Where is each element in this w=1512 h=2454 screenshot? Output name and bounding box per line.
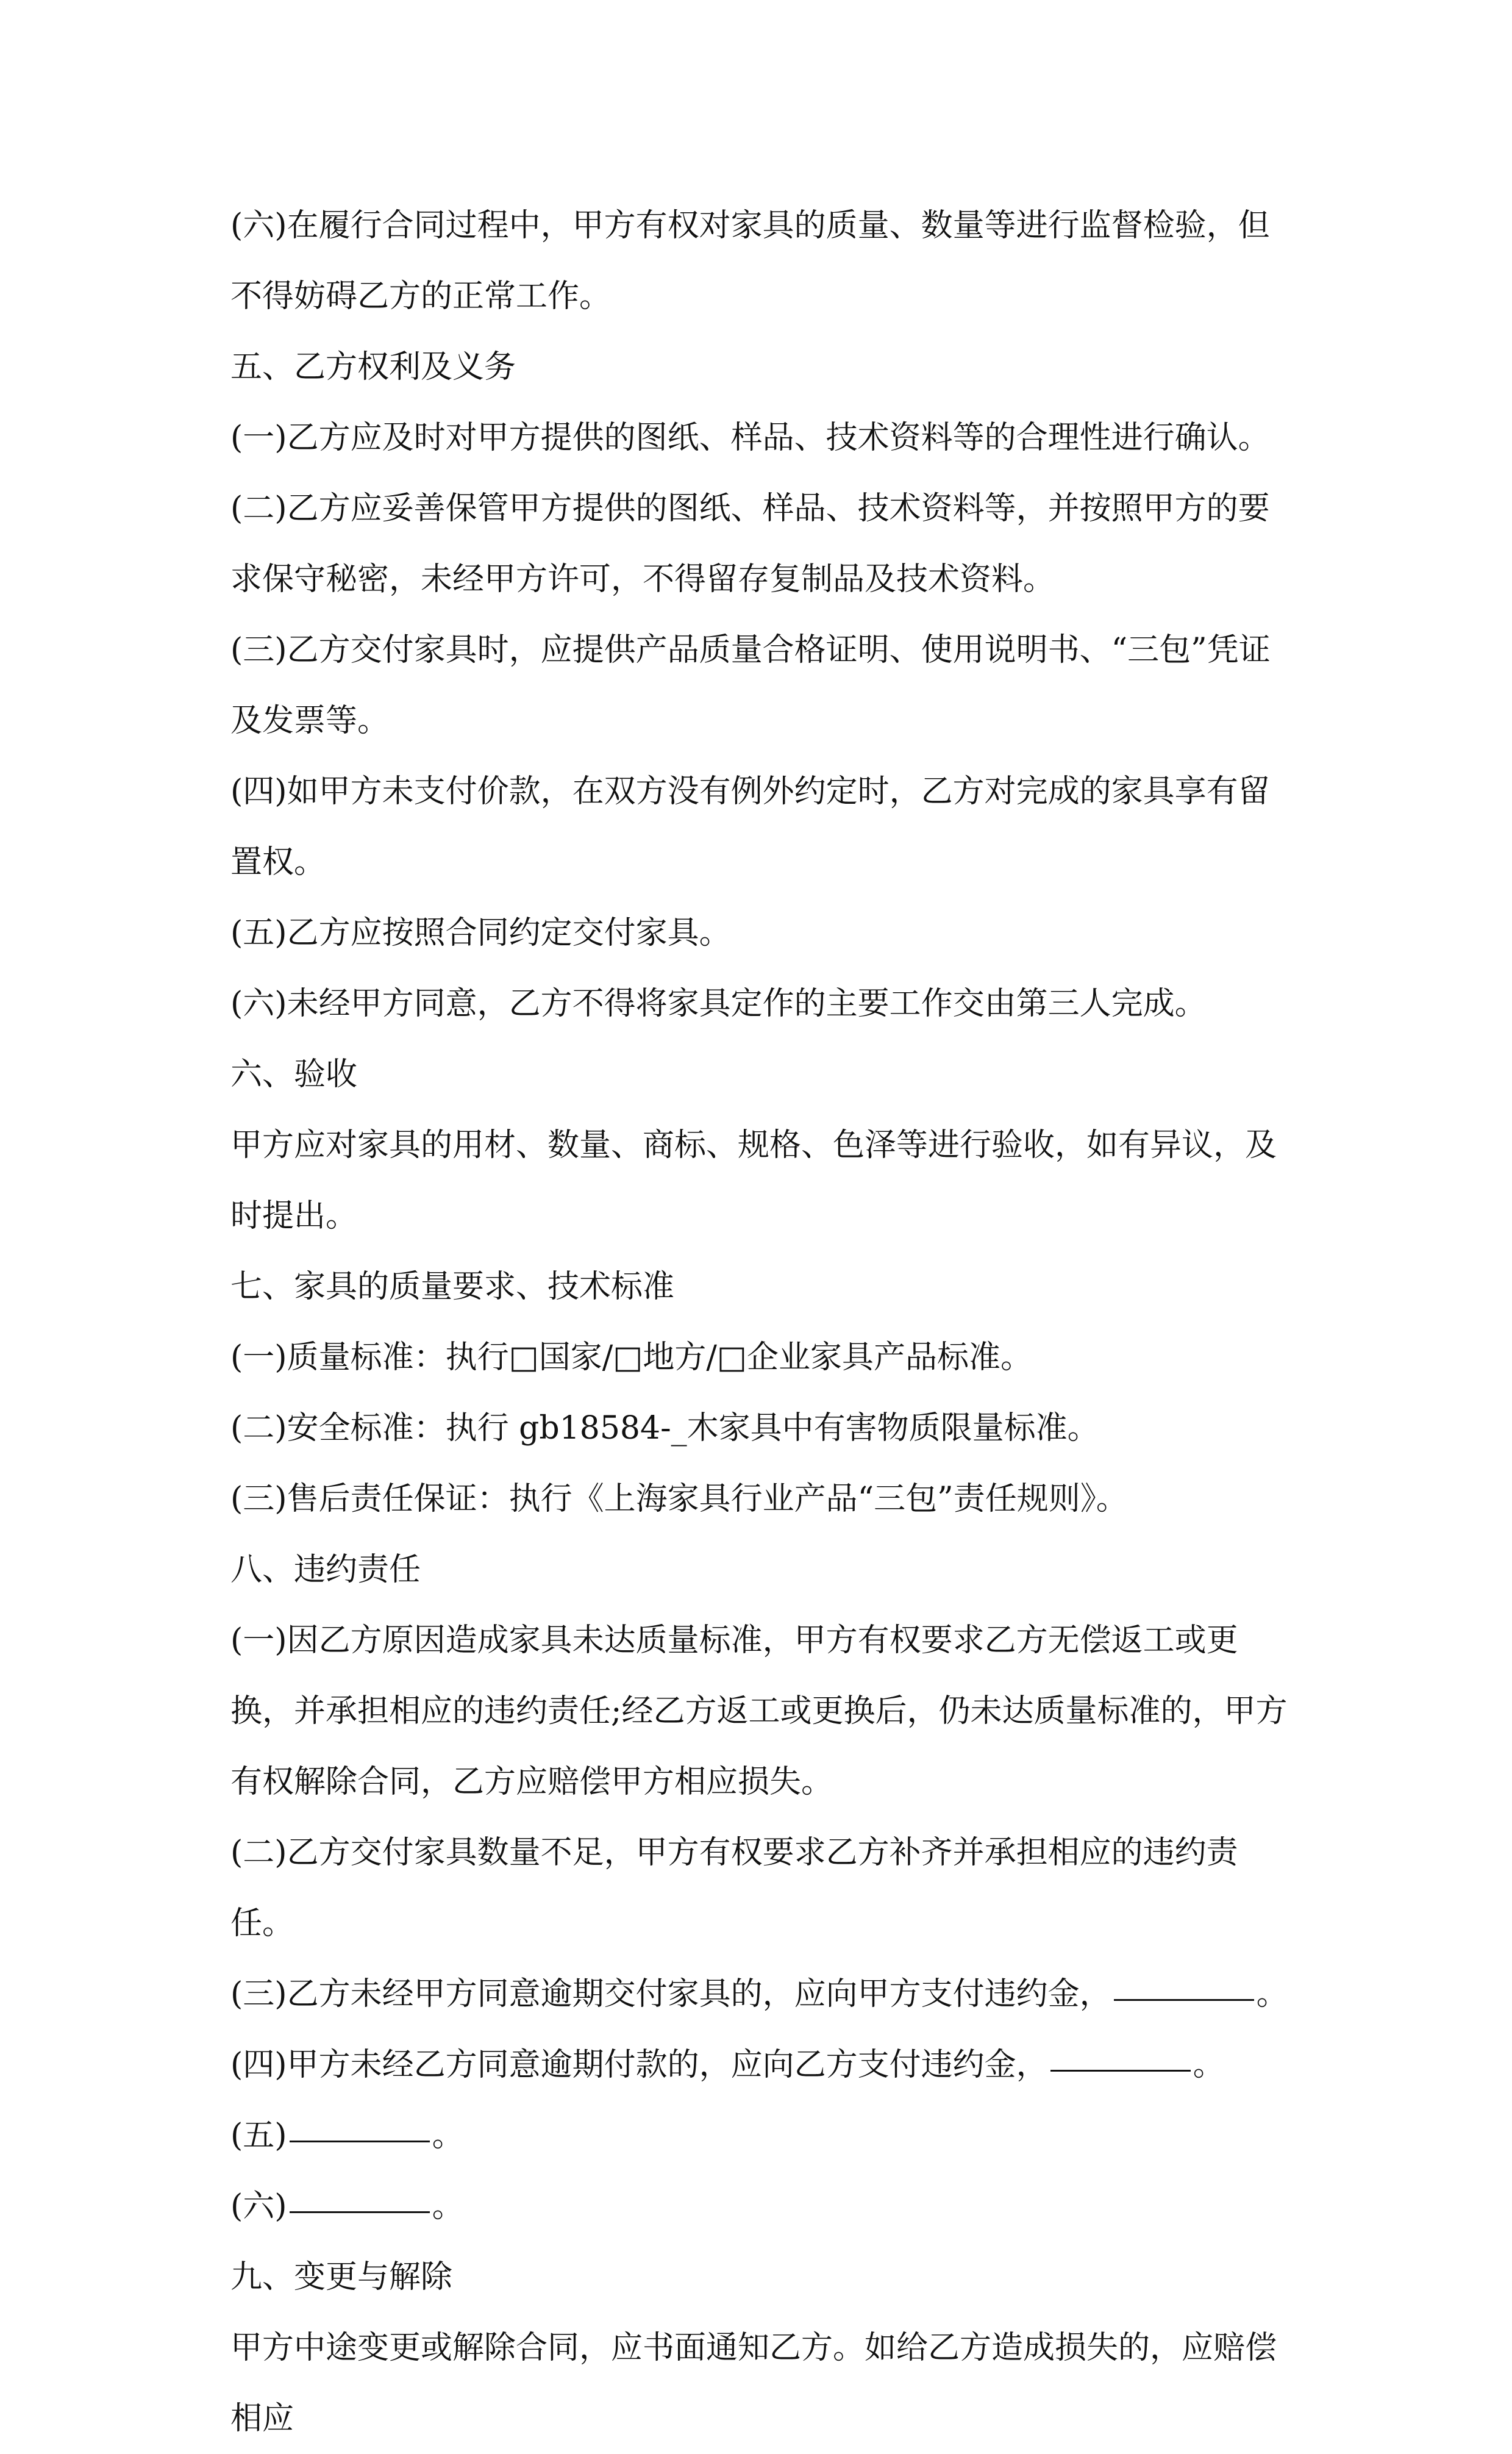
section-heading-5: 五、乙方权利及义务 bbox=[230, 349, 516, 385]
paragraph-8-5 bbox=[230, 2100, 1288, 2171]
paragraph-8-2: (二)乙方交付家具数量不足，甲方有权要求乙方补齐并承担相应的违约责任。 bbox=[230, 1834, 1238, 1942]
paragraph-8-6-text: (六) bbox=[230, 2188, 287, 2225]
paragraph-8-6 bbox=[230, 2171, 1288, 2242]
paragraph-8-5-tail: 。 bbox=[432, 2117, 464, 2154]
paragraph-8-3-text: (三)乙方未经甲方同意逾期交付家具的，应向甲方支付违约金， bbox=[230, 1976, 1111, 2012]
paragraph-8-3 bbox=[230, 1959, 1288, 2030]
paragraph-5-6: (六)未经甲方同意，乙方不得将家具定作的主要工作交由第三人完成。 bbox=[230, 986, 1207, 1022]
paragraph-9-body: 甲方中途变更或解除合同，应书面通知乙方。如给乙方造成损失的，应赔偿相应 bbox=[230, 2330, 1277, 2437]
section-heading-8: 八、违约责任 bbox=[230, 1551, 421, 1588]
fill-in-blank bbox=[290, 2177, 430, 2213]
paragraph-6-body: 甲方应对家具的用材、数量、商标、规格、色泽等进行验收，如有异议，及时提出。 bbox=[230, 1127, 1277, 1234]
fill-in-blank bbox=[1114, 1965, 1254, 2001]
section-heading-9: 九、变更与解除 bbox=[230, 2259, 453, 2295]
paragraph-5-1: (一)乙方应及时对甲方提供的图纸、样品、技术资料等的合理性进行确认。 bbox=[230, 420, 1270, 456]
paragraph-5-3: (三)乙方交付家具时，应提供产品质量合格证明、使用说明书、“三包”凭证及发票等。 bbox=[230, 632, 1271, 739]
fill-in-blank bbox=[290, 2106, 430, 2142]
paragraph-7-2: (二)安全标准：执行 gb18584-_木家具中有害物质限量标准。 bbox=[230, 1410, 1099, 1447]
fill-in-blank bbox=[1050, 2036, 1191, 2072]
paragraph-8-4-text: (四)甲方未经乙方同意逾期付款的，应向乙方支付违约金， bbox=[230, 2047, 1048, 2083]
paragraph-8-1: (一)因乙方原因造成家具未达质量标准，甲方有权要求乙方无偿返工或更换，并承担相应的违约责任;经乙方返工或更换后，仍未达质量标准的，甲方有权解除合同，乙方应赔偿甲方相应损失。 bbox=[230, 1622, 1288, 1800]
paragraph-8-4-tail: 。 bbox=[1193, 2047, 1225, 2083]
paragraph-8-4 bbox=[230, 2030, 1288, 2100]
paragraph-5-2: (二)乙方应妥善保管甲方提供的图纸、样品、技术资料等，并按照甲方的要求保守秘密，未经甲方许可，不得留存复制品及技术资料。 bbox=[230, 490, 1270, 598]
paragraph-party-a-inspection: (六)在履行合同过程中，甲方有权对家具的质量、数量等进行监督检验，但不得妨碍乙方的正常工作。 bbox=[230, 207, 1270, 315]
paragraph-7-3: (三)售后责任保证：执行《上海家具行业产品“三包”责任规则》。 bbox=[230, 1481, 1128, 1517]
document-body bbox=[230, 190, 1288, 2454]
section-heading-6: 六、验收 bbox=[230, 1056, 358, 1093]
paragraph-5-5: (五)乙方应按照合同约定交付家具。 bbox=[230, 915, 731, 951]
paragraph-7-1: (一)质量标准：执行□国家/□地方/□企业家具产品标准。 bbox=[230, 1339, 1033, 1376]
paragraph-8-5-text: (五) bbox=[230, 2117, 287, 2154]
paragraph-8-6-tail: 。 bbox=[432, 2188, 464, 2225]
paragraph-5-4: (四)如甲方未支付价款，在双方没有例外约定时，乙方对完成的家具享有留置权。 bbox=[230, 773, 1270, 881]
paragraph-8-3-tail: 。 bbox=[1256, 1976, 1288, 2012]
section-heading-7: 七、家具的质量要求、技术标准 bbox=[230, 1268, 675, 1305]
